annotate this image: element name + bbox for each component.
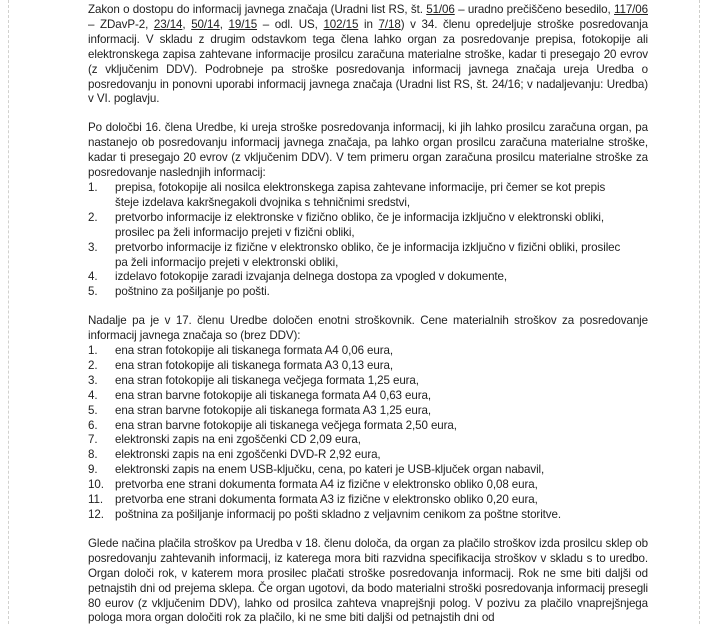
list-item-text: pretvorba ene strani dokumenta formata A3 iz fizične v elektronsko obliko 0,20 eura, <box>115 493 538 507</box>
list-item <box>88 404 648 419</box>
list-item <box>88 270 648 285</box>
text-segment: – uradno prečiščeno besedilo, <box>454 3 614 16</box>
list-item-text: izdelavo fotokopije zaradi izvajanja delnega dostopa za vpogled v dokumente, <box>115 270 508 284</box>
list-item <box>88 374 648 389</box>
text-segment: , <box>182 17 192 31</box>
list-item-number: 1. <box>88 344 98 358</box>
law-reference-link[interactable]: 102/15 <box>323 17 359 31</box>
paragraph-article18: Glede načina plačila stroškov pa Uredba v 18. členu določa, da organ za plačilo stroškov izda prosilcu sklep ob posredovanju zahtevanih informacij, iz katerega mora biti razvidna specifikacija stroškov v skladu s to uredbo. Organ določi rok, v katerem mora prosilec plačati stroške posredovanja informacij. Rok ne sme biti daljši od petnajstih dni od prejema sklepa. Če organ ugotovi, da bodo materialni stroški posredovanja informacij presegli 80 eurov (z vključenim DDV), lahko od prosilca zahteva vnaprejšnji polog. V pozivu za plačilo vnaprejšnjega pologa mora organ določiti rok za plačilo, ki ne sme biti daljši od petnajstih dni od <box>88 536 648 625</box>
law-reference-link[interactable]: 23/14 <box>153 17 183 31</box>
list-item-text: poštnino za pošiljanje po pošti. <box>115 285 270 299</box>
list-item-text: pretvorba ene strani dokumenta formata A4 iz fizične v elektronsko obliko 0,08 eura, <box>115 478 538 492</box>
list-item <box>88 448 648 463</box>
list-item-text: ena stran fotokopije ali tiskanega formata A4 0,06 eura, <box>115 344 393 358</box>
law-reference-link[interactable]: 51/06 <box>426 3 455 16</box>
text-segment: – odl. US, <box>257 17 324 31</box>
list-item-number: 4. <box>88 388 98 402</box>
list-item-number: 9. <box>88 463 98 477</box>
paragraph-law-intro <box>88 3 648 107</box>
list-item-text: poštnina za pošiljanje informacij po pošti skladno z veljavnim cenikom za poštne storitve. <box>115 508 561 521</box>
paragraph-article17: Nadalje pa je v 17. členu Uredbe določen enotni stroškovnik. Cene materialnih stroškov za posredovanje informacij javnega značaja so (brez DDV): <box>88 314 648 343</box>
list-item-number: 5. <box>88 403 98 417</box>
list-item-number: 8. <box>88 448 98 462</box>
list-item-number: 2. <box>88 210 98 224</box>
list-item-text: ena stran barvne fotokopije ali tiskanega formata A4 0,63 eura, <box>115 388 431 402</box>
list-item-number: 12. <box>88 508 104 521</box>
scan-edge-left <box>8 0 9 624</box>
list-material-costs <box>88 181 648 300</box>
list-item-text: ena stran fotokopije ali tiskanega formata A3 0,13 eura, <box>115 358 393 372</box>
list-item-text: pretvorbo informacije iz elektronske v fizično obliko, če je informacija izključno v elektronski obliki, prosilec pa želi informacijo prejeti v fizični obliki, <box>115 210 604 239</box>
text-segment: – ZDavP-2, <box>88 17 154 31</box>
list-item-text: elektronski zapis na enem USB-ključku, cena, po kateri je USB-ključek organ nabavil, <box>115 463 545 477</box>
list-item <box>88 508 648 523</box>
law-reference-link[interactable]: 19/15 <box>228 17 258 31</box>
list-item <box>88 389 648 404</box>
list-item-text: elektronski zapis na eni zgoščenki DVD-R 2,92 eura, <box>115 448 381 462</box>
list-item <box>88 344 648 359</box>
text-segment: Zakon o dostopu do informacij javnega značaja (Uradni list RS, št. <box>88 3 427 16</box>
document-content <box>88 3 648 626</box>
list-item-text: ena stran barvne fotokopije ali tiskanega formata A3 1,25 eura, <box>115 403 431 417</box>
list-item <box>88 241 648 271</box>
law-reference-link[interactable]: 117/06 <box>614 3 648 16</box>
list-item-number: 3. <box>88 240 98 254</box>
list-price-schedule <box>88 344 648 523</box>
law-reference-link[interactable]: 7/18 <box>378 17 401 31</box>
text-segment: in <box>358 17 379 31</box>
list-item-text: pretvorbo informacije iz fizične v elektronsko obliko, če je informacija izključno v fizični obliki, prosilec pa želi informacijo prejeti v elektronski obliki, <box>115 240 621 269</box>
list-item <box>88 211 648 241</box>
list-item-number: 4. <box>88 270 98 284</box>
list-item-text: ena stran fotokopije ali tiskanega večjega formata 1,25 eura, <box>115 373 419 387</box>
list-item-text: prepisa, fotokopije ali nosilca elektronskega zapisa zahtevane informacije, pri čemer se kot prepis šteje izdelava kakršnegakoli dvojnika s tehničnimi sredstvi, <box>115 180 606 209</box>
list-item <box>88 433 648 448</box>
list-item-number: 2. <box>88 358 98 372</box>
list-item-number: 5. <box>88 285 98 299</box>
list-item-text: elektronski zapis na eni zgoščenki CD 2,09 eura, <box>115 433 361 447</box>
list-item <box>88 359 648 374</box>
list-item-number: 7. <box>88 433 98 447</box>
list-item-number: 11. <box>88 493 103 507</box>
list-item <box>88 493 648 508</box>
list-item-number: 1. <box>88 180 98 194</box>
list-item-number: 10. <box>88 478 104 492</box>
text-segment: ) v 34. členu opredeljuje stroške posredovanja informacij. V skladu z drugim odstavkom tega člena lahko organ za posredovanje prepisa, fotokopije ali elektronskega zapisa zahtevane informacije prosilcu zaračuna materialne stroške, kadar ti presegajo 20 evrov (z vključenim DDV). Podrobneje pa stroške posredovanja informacij javnega značaja ureja Uredba o posredovanju in ponovni uporabi informacij javnega značaja (Uradni list RS, št. 24/16; v nadaljevanju: Uredba) v VI. poglavju. <box>88 17 648 106</box>
list-item <box>88 419 648 434</box>
scan-edge-right <box>699 0 700 624</box>
law-reference-link[interactable]: 50/14 <box>191 17 220 31</box>
list-item-text: ena stran barvne fotokopije ali tiskanega večjega formata 2,50 eura, <box>115 418 457 432</box>
list-item <box>88 463 648 478</box>
list-item-number: 3. <box>88 373 98 387</box>
list-item <box>88 478 648 493</box>
list-item <box>88 285 648 300</box>
list-item-number: 6. <box>88 418 98 432</box>
text-segment: , <box>219 17 229 31</box>
paragraph-article16: Po določbi 16. člena Uredbe, ki ureja stroške posredovanja informacij, ki jih lahko prosilcu zaračuna organ, pa nastanejo ob posredovanju informacij javnega značaja, pa lahko organ prosilcu zaračuna materialne stroške, kadar ti presegajo 20 evrov (z vključenim DDV). V tem primeru organ zaračuna prosilcu materialne stroške za posredovanje naslednjih informacij: <box>88 121 648 180</box>
list-item <box>88 181 648 211</box>
